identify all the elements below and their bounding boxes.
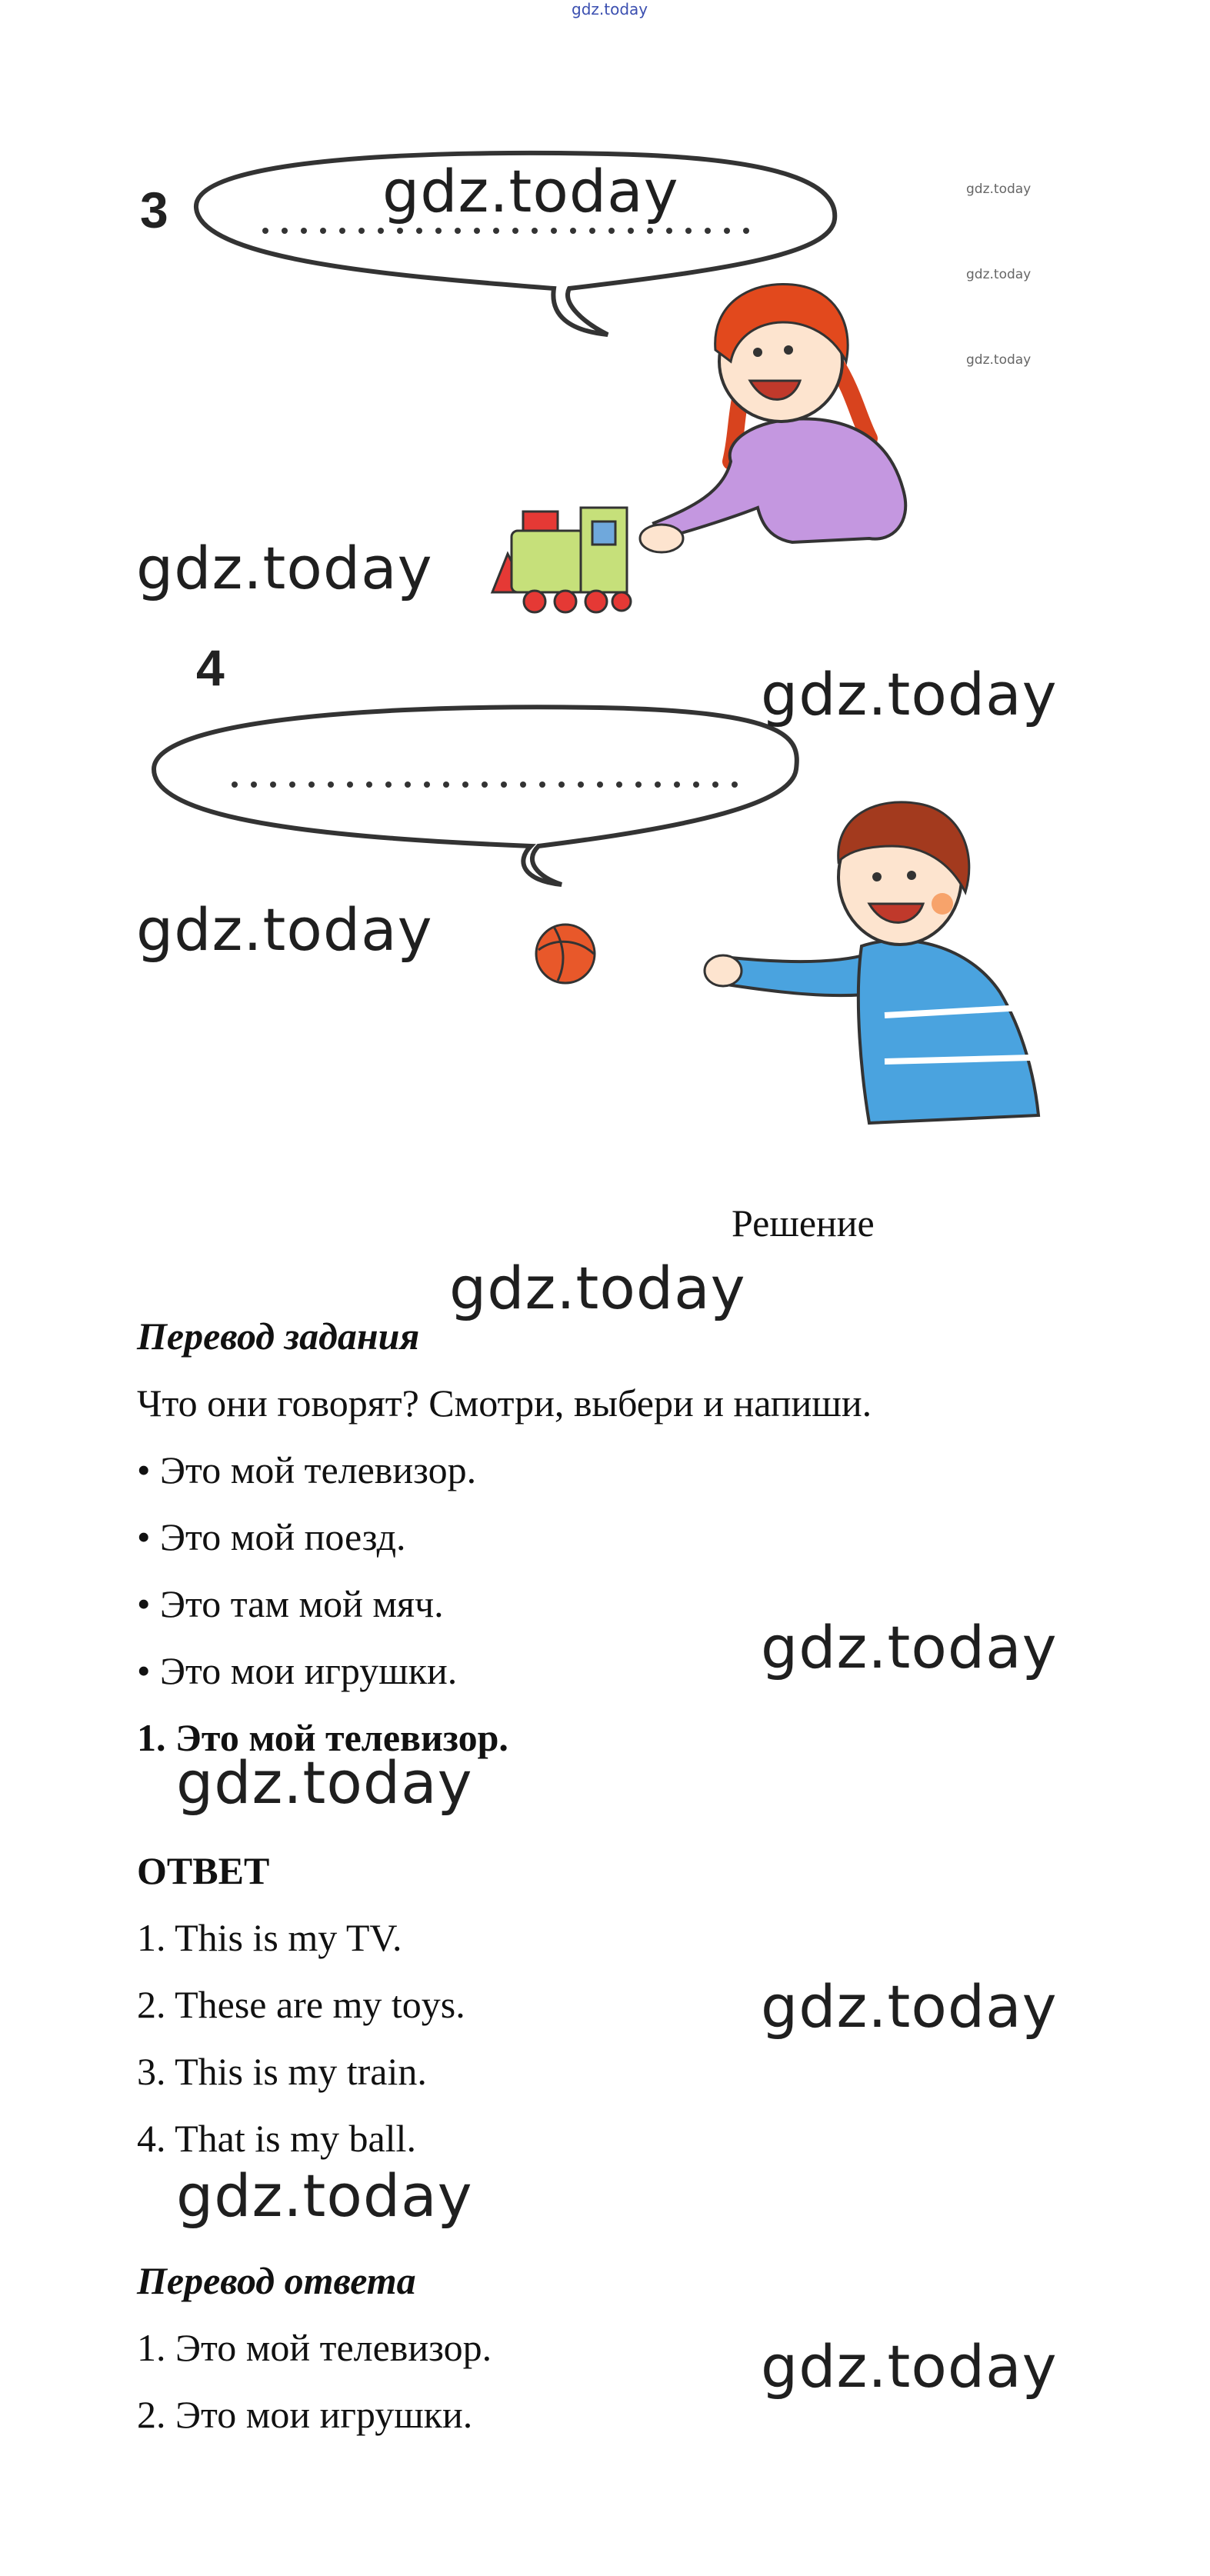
answer-translation-item: 2. Это мои игрушки. — [137, 2393, 473, 2436]
watermark-big: gdz.today — [761, 1613, 1058, 1681]
watermark-big: gdz.today — [176, 1748, 473, 1817]
watermark-big: gdz.today — [761, 1972, 1058, 2041]
watermark-small-2: gdz.today — [966, 267, 1032, 282]
watermark-small-3: gdz.today — [966, 352, 1032, 368]
option-item: • Это мой поезд. — [137, 1515, 406, 1558]
example-answer: 1. Это мой телевизор. — [137, 1716, 508, 1759]
watermark-big: gdz.today — [136, 895, 433, 964]
answer-translation-title: Перевод ответа — [137, 2259, 416, 2302]
top-watermark: gdz.today — [572, 0, 648, 18]
watermark-big: gdz.today — [136, 534, 433, 602]
option-item: • Это мой телевизор. — [137, 1448, 477, 1491]
option-item: • Это мои игрушки. — [137, 1649, 458, 1692]
task-instruction: Что они говорят? Смотри, выбери и напиши. — [137, 1381, 872, 1425]
answer-item: 3. This is my train. — [137, 2050, 427, 2093]
watermark-big: gdz.today — [382, 157, 679, 225]
answer-translation-item: 1. Это мой телевизор. — [137, 2326, 492, 2369]
watermark-small-1: gdz.today — [966, 182, 1032, 197]
scene-3-number: 3 — [140, 182, 168, 238]
watermark-big: gdz.today — [761, 2332, 1058, 2401]
task-translation-title: Перевод задания — [137, 1315, 420, 1358]
answer-item: 4. That is my ball. — [137, 2117, 416, 2160]
watermark-big: gdz.today — [449, 1254, 746, 1322]
answer-item: 1. This is my TV. — [137, 1916, 402, 1959]
watermark-big: gdz.today — [176, 2161, 473, 2230]
answer-title: ОТВЕТ — [137, 1849, 270, 1892]
option-item: • Это там мой мяч. — [137, 1582, 444, 1625]
watermark-big: gdz.today — [761, 660, 1058, 728]
answer-item: 2. These are my toys. — [137, 1983, 465, 2026]
solution-heading: Решение — [732, 1201, 875, 1245]
scene-4-number: 4 — [196, 639, 225, 696]
